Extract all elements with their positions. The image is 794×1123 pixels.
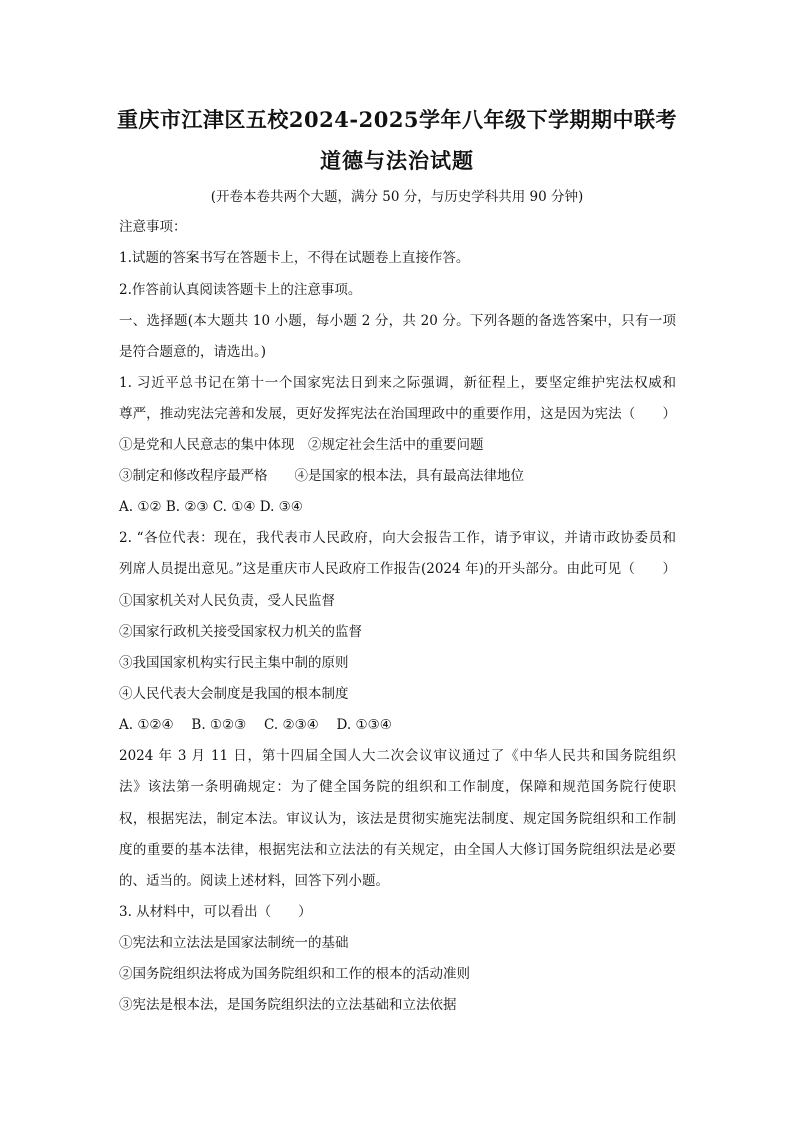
question-2-stem: 2. “各位代表：现在，我代表市人民政府，向大会报告工作，请予审议，并请市政协委员和 [119,530,676,546]
notice-item: 1.试题的答案书写在答题卡上，不得在试题卷上直接作答。 [119,250,470,266]
exam-note: (开卷本卷共两个大题，满分 50 分，与历史学科共用 90 分钟) [210,189,584,205]
question-2-stem-cont: 列席人员提出意见。”这是重庆市人民政府工作报告(2024 年)的开头部分。由此可见（ ） [119,561,676,577]
material-paragraph: 法》该法第一条明确规定：为了健全国务院的组织和工作制度，保障和规范国务院行使职 [119,779,676,795]
material-paragraph: 2024 年 3 月 11 日，第十四届全国人大二次会议审议通过了《中华人民共和国务院组织 [119,748,676,764]
exam-title: 重庆市江津区五校2024-2025学年八年级下学期期中联考 [116,107,678,132]
question-2-answers: A. ①②④ B. ①②③ C. ②③④ D. ①③④ [119,717,392,733]
question-3-option: ①宪法和立法法是国家法制统一的基础 [119,935,349,951]
question-2-option: ③我国国家机构实行民主集中制的原则 [119,655,349,671]
question-1-options: ①是党和人民意志的集中体现 ②规定社会生活中的重要问题 [119,437,484,453]
question-2-option: ④人民代表大会制度是我国的根本制度 [119,686,349,702]
question-1-options: ③制定和修改程序最严格 ④是国家的根本法，具有最高法律地位 [119,468,524,484]
question-3-stem: 3. 从材料中，可以看出（ ） [119,904,312,920]
question-2-option: ①国家机关对人民负责，受人民监督 [119,593,335,609]
question-3-option: ②国务院组织法将成为国务院组织和工作的根本的活动准则 [119,966,470,982]
section-intro: 一、选择题(本大题共 10 小题，每小题 2 分，共 20 分。下列各题的备选答案中，只有一项 [119,313,676,329]
question-1-answers: A. ①② B. ②③ C. ①④ D. ③④ [119,499,303,515]
notices-heading: 注意事项： [119,219,187,235]
notice-item: 2.作答前认真阅读答题卡上的注意事项。 [119,282,362,298]
exam-subject-title: 道德与法治试题 [320,148,474,173]
material-paragraph: 度的重要的基本法律，根据宪法和立法法的有关规定，由全国人大修订国务院组织法是必要 [119,842,676,858]
material-paragraph: 的、适当的。阅读上述材料，回答下列小题。 [119,873,389,889]
question-1-stem: 1. 习近平总书记在第十一个国家宪法日到来之际强调，新征程上，要坚定维护宪法权威和 [119,375,676,391]
material-paragraph: 权，根据宪法，制定本法。审议认为，该法是贯彻实施宪法制度、规定国务院组织和工作制 [119,811,676,827]
question-3-option: ③宪法是根本法，是国务院组织法的立法基础和立法依据 [119,997,457,1013]
question-2-option: ②国家行政机关接受国家权力机关的监督 [119,624,362,640]
section-intro-cont: 是符合题意的，请选出。) [119,344,267,360]
question-1-stem-cont: 尊严，推动宪法完善和发展，更好发挥宪法在治国理政中的重要作用，这是因为宪法（ ） [119,406,676,422]
